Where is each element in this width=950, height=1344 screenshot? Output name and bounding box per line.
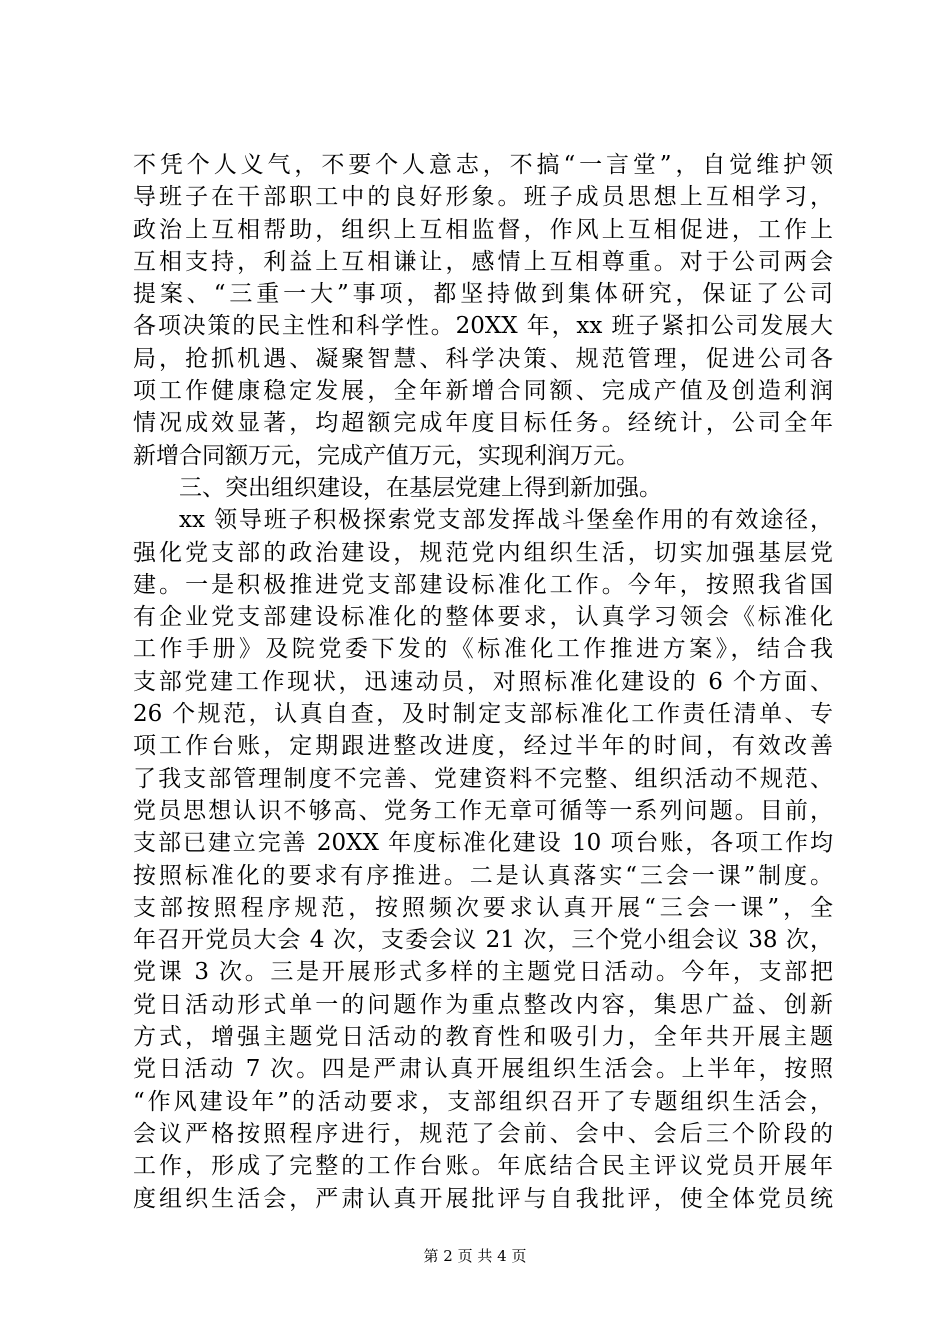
text-line: 了我支部管理制度不完善、党建资料不完整、组织活动不规范、 bbox=[133, 765, 833, 792]
text-line: 工作，形成了完整的工作台账。年底结合民主评议党员开展年 bbox=[133, 1153, 833, 1180]
text-line: 党日活动 7 次。四是严肃认真开展组织生活会。上半年，按照 bbox=[133, 1056, 833, 1083]
text-line: 年召开党员大会 4 次，支委会议 21 次，三个党小组会议 38 次， bbox=[133, 927, 833, 954]
text-line: 提案、“三重一大”事项，都坚持做到集体研究，保证了公司 bbox=[133, 281, 833, 308]
text-line: 支部党建工作现状，迅速动员，对照标准化建设的 6 个方面、 bbox=[133, 668, 833, 695]
text-line: 互相支持，利益上互相谦让，感情上互相尊重。对于公司两会 bbox=[133, 248, 833, 275]
page-number-label: 第 2 页 共 4 页 bbox=[423, 1247, 527, 1265]
text-line: 按照标准化的要求有序推进。二是认真落实“三会一课”制度。 bbox=[133, 862, 833, 889]
text-line: 强化党支部的政治建设，规范党内组织生活，切实加强基层党 bbox=[133, 539, 833, 566]
text-line: 情况成效显著，均超额完成年度目标任务。经统计，公司全年 bbox=[133, 410, 833, 437]
text-line: 方式，增强主题党日活动的教育性和吸引力，全年共开展主题 bbox=[133, 1024, 833, 1051]
text-line: 支部按照程序规范，按照频次要求认真开展“三会一课”，全 bbox=[133, 894, 833, 921]
text-line: 项工作健康稳定发展，全年新增合同额、完成产值及创造利润 bbox=[133, 378, 833, 405]
text-line: xx 领导班子积极探索党支部发挥战斗堡垒作用的有效途径， bbox=[179, 507, 833, 534]
text-line: 党课 3 次。三是开展形式多样的主题党日活动。今年，支部把 bbox=[133, 959, 833, 986]
text-line: 建。一是积极推进党支部建设标准化工作。今年，按照我省国 bbox=[133, 571, 833, 598]
text-line: 26 个规范，认真自查，及时制定支部标准化工作责任清单、专 bbox=[133, 701, 833, 728]
page-footer bbox=[0, 1246, 950, 1266]
text-line: 项工作台账，定期跟进整改进度，经过半年的时间，有效改善 bbox=[133, 733, 833, 760]
text-line: 三、突出组织建设，在基层党建上得到新加强。 bbox=[179, 474, 662, 501]
text-line: 党员思想认识不够高、党务工作无章可循等一系列问题。目前， bbox=[133, 797, 833, 824]
text-line: 新增合同额万元，完成产值万元，实现利润万元。 bbox=[133, 442, 639, 469]
text-line: 支部已建立完善 20XX 年度标准化建设 10 项台账，各项工作均 bbox=[133, 830, 833, 857]
text-line: 会议严格按照程序进行，规范了会前、会中、会后三个阶段的 bbox=[133, 1120, 833, 1147]
text-line: “作风建设年”的活动要求，支部组织召开了专题组织生活会， bbox=[133, 1088, 833, 1115]
text-line: 各项决策的民主性和科学性。20XX 年，xx 班子紧扣公司发展大 bbox=[133, 313, 833, 340]
text-line: 局，抢抓机遇、凝聚智慧、科学决策、规范管理，促进公司各 bbox=[133, 345, 833, 372]
text-line: 党日活动形式单一的问题作为重点整改内容，集思广益、创新 bbox=[133, 991, 833, 1018]
text-line: 政治上互相帮助，组织上互相监督，作风上互相促进，工作上 bbox=[133, 216, 833, 243]
text-line: 度组织生活会，严肃认真开展批评与自我批评，使全体党员统 bbox=[133, 1185, 833, 1212]
text-line: 不凭个人义气，不要个人意志，不搞“一言堂”，自觉维护领 bbox=[133, 152, 833, 178]
text-line: 导班子在干部职工中的良好形象。班子成员思想上互相学习， bbox=[133, 184, 833, 211]
text-line: 有企业党支部建设标准化的整体要求，认真学习领会《标准化 bbox=[133, 604, 833, 631]
document-body bbox=[133, 149, 833, 1215]
text-line: 工作手册》及院党委下发的《标准化工作推进方案》，结合我 bbox=[133, 636, 833, 663]
